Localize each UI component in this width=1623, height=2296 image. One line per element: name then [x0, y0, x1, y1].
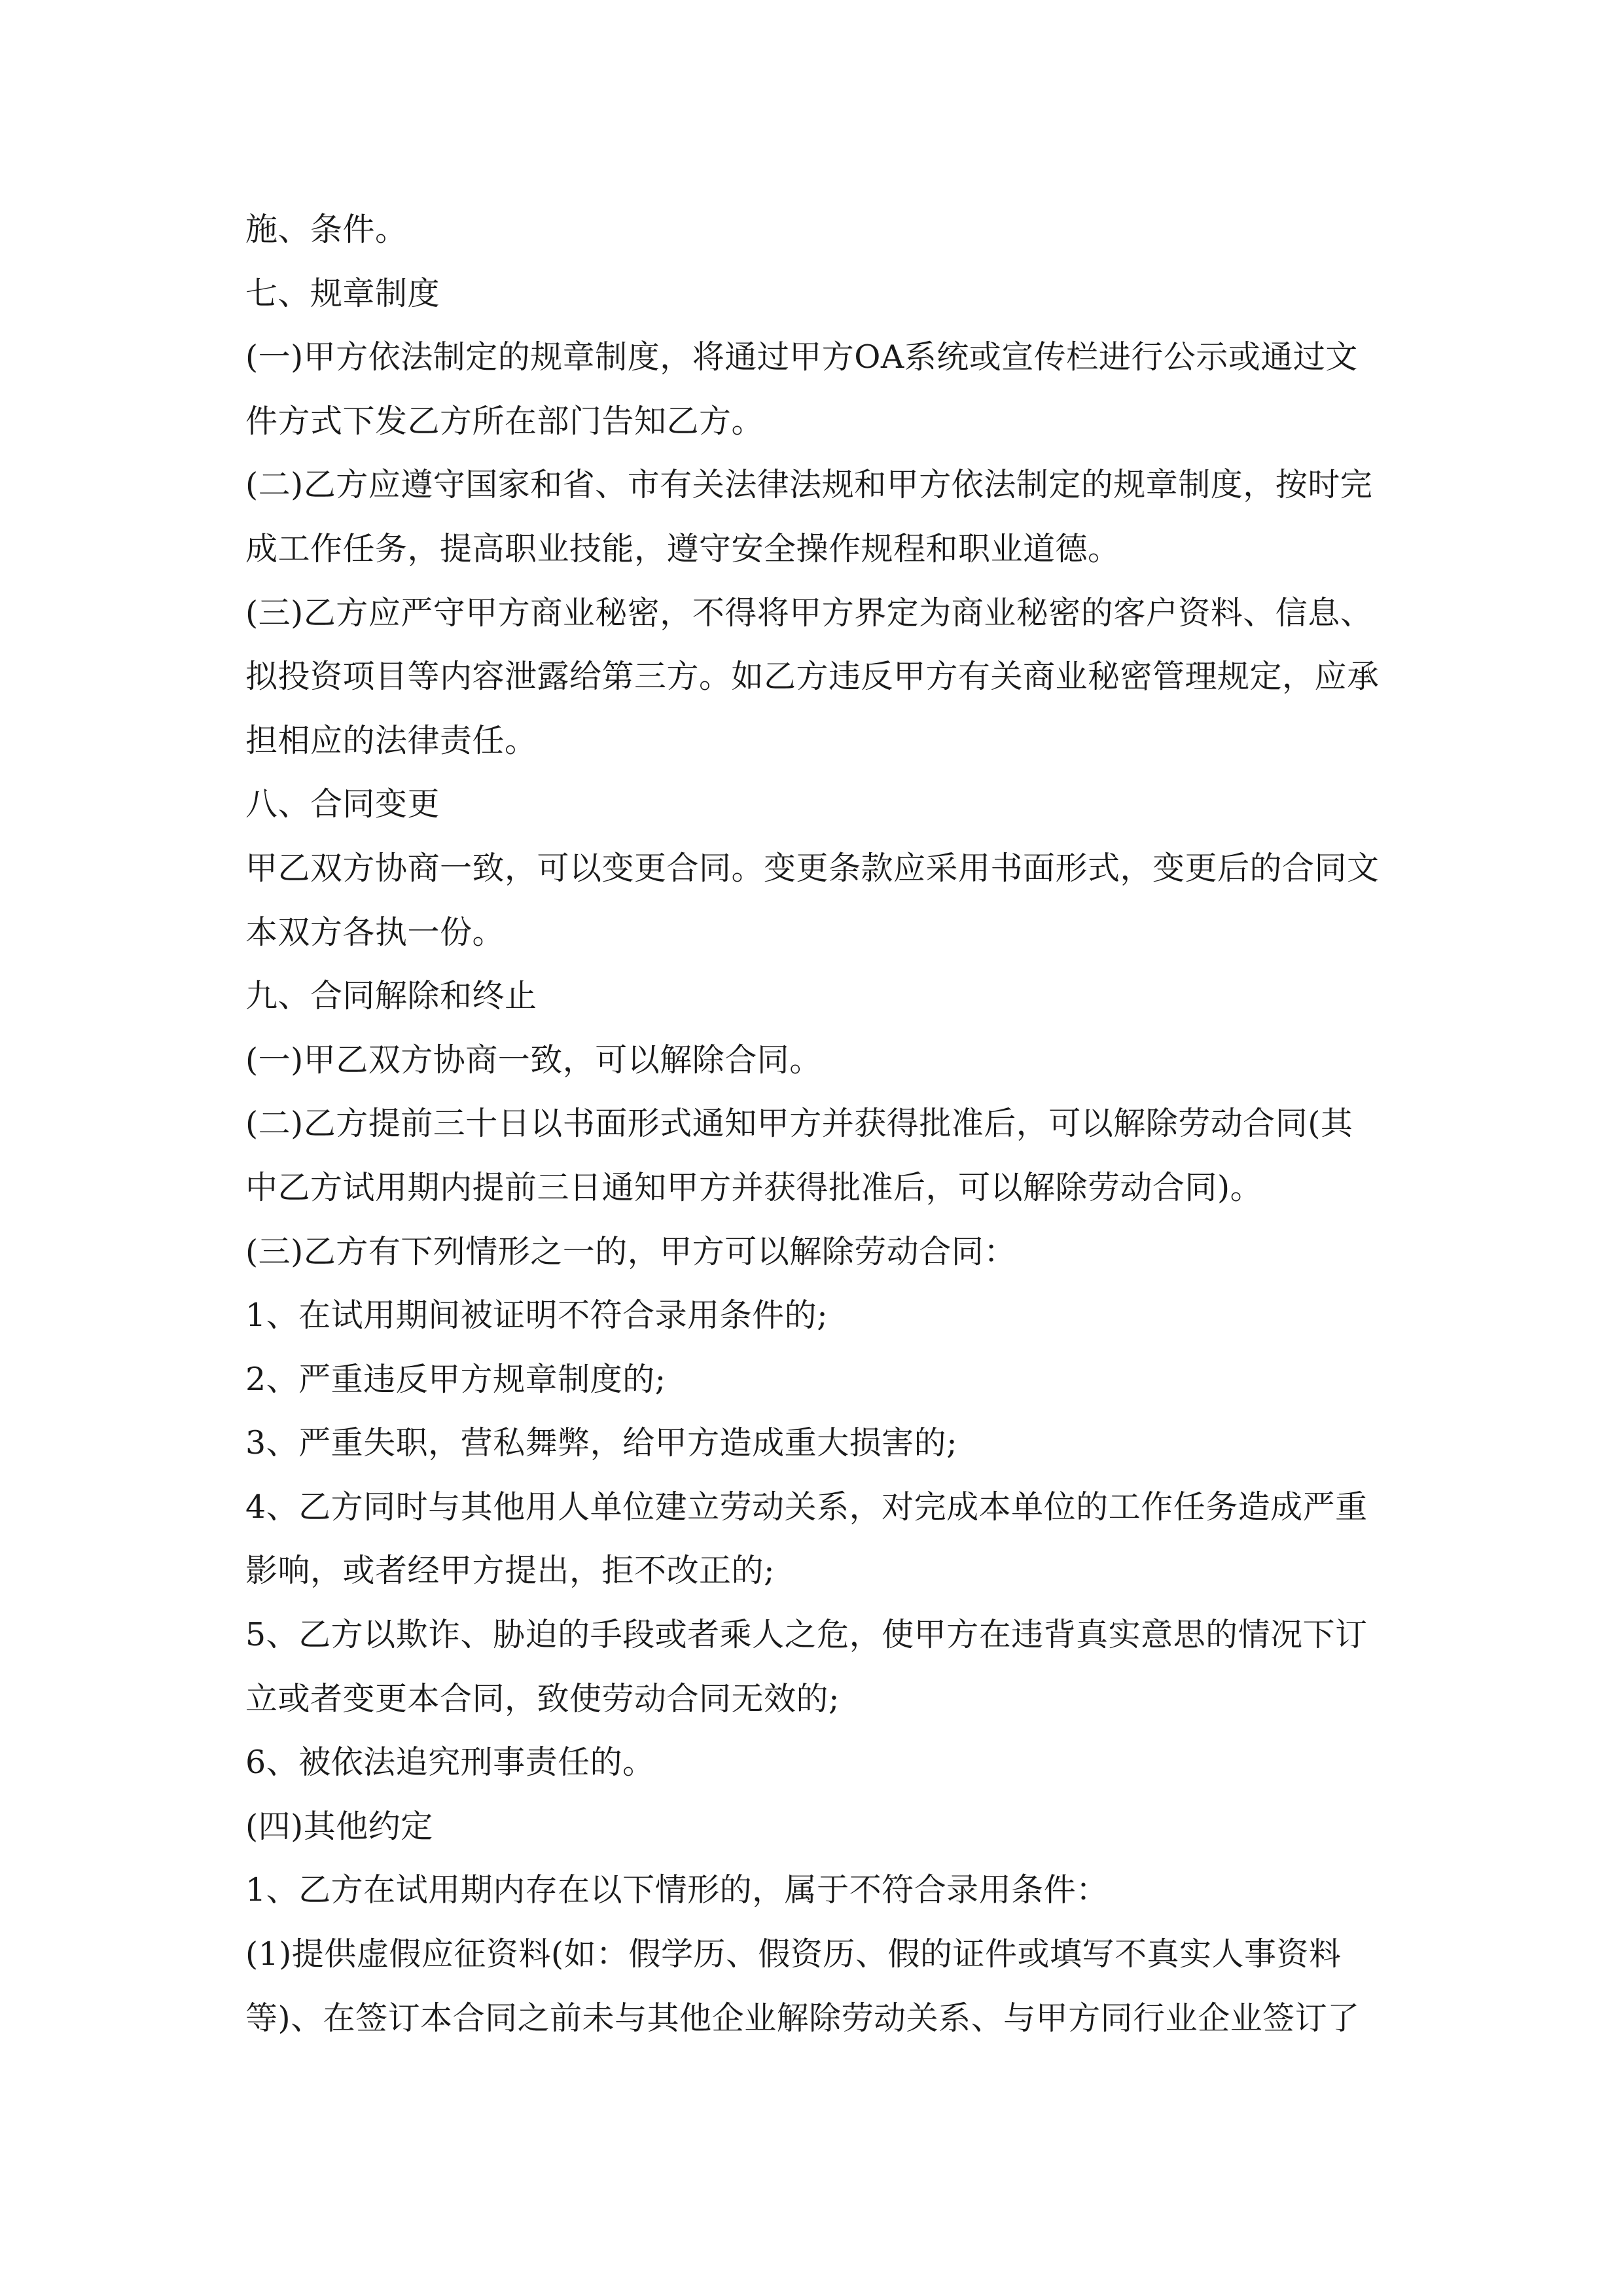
text-line: (一)甲乙双方协商一致，可以解除合同。 [245, 1041, 822, 1079]
text-line: 担相应的法律责任。 [245, 721, 537, 759]
list-item: 2、严重违反甲方规章制度的; [245, 1360, 666, 1398]
list-item: 1、乙方在试用期内存在以下情形的，属于不符合录用条件： [245, 1871, 1109, 1909]
text-line: (1)提供虚假应征资料(如：假学历、假资历、假的证件或填写不真实人事资料 [245, 1935, 1342, 1973]
document-body [245, 198, 1397, 2050]
text-line: (二)乙方提前三十日以书面形式通知甲方并获得批准后，可以解除劳动合同(其 [245, 1105, 1353, 1143]
text-line: 成工作任务，提高职业技能，遵守安全操作规程和职业道德。 [245, 529, 1120, 567]
list-item: 1、在试用期间被证明不符合录用条件的; [245, 1297, 829, 1335]
text-line: 等)、在签订本合同之前未与其他企业解除劳动关系、与甲方同行业企业签订了 [245, 1999, 1360, 2037]
text-line: 件方式下发乙方所在部门告知乙方。 [245, 402, 764, 440]
text-line: 施、条件。 [245, 211, 408, 248]
subsection-heading: (四)其他约定 [245, 1807, 433, 1845]
section-heading: 八、合同变更 [245, 785, 440, 823]
section-heading: 七、规章制度 [245, 274, 440, 312]
list-item: 6、被依法追究刑事责任的。 [245, 1744, 655, 1782]
text-line: (一)甲方依法制定的规章制度，将通过甲方OA系统或宣传栏进行公示或通过文 [245, 338, 1358, 376]
list-item: 3、严重失职，营私舞弊，给甲方造成重大损害的; [245, 1424, 958, 1462]
text-line: (三)乙方应严守甲方商业秘密，不得将甲方界定为商业秘密的客户资料、信息、 [245, 594, 1373, 632]
list-item: 5、乙方以欺诈、胁迫的手段或者乘人之危，使甲方在违背真实意思的情况下订 [245, 1616, 1368, 1654]
text-line: 影响，或者经甲方提出，拒不改正的; [245, 1552, 776, 1590]
text-line: 拟投资项目等内容泄露给第三方。如乙方违反甲方有关商业秘密管理规定，应承 [245, 658, 1380, 696]
text-line: 中乙方试用期内提前三日通知甲方并获得批准后，可以解除劳动合同)。 [245, 1168, 1263, 1206]
text-line: 甲乙双方协商一致，可以变更合同。变更条款应采用书面形式，变更后的合同文 [245, 849, 1380, 887]
section-heading: 九、合同解除和终止 [245, 977, 537, 1015]
text-line: (三)乙方有下列情形之一的，甲方可以解除劳动合同： [245, 1232, 1016, 1270]
list-item: 4、乙方同时与其他用人单位建立劳动关系，对完成本单位的工作任务造成严重 [245, 1488, 1368, 1526]
text-line: (二)乙方应遵守国家和省、市有关法律法规和甲方依法制定的规章制度，按时完 [245, 466, 1373, 504]
text-line: 本双方各执一份。 [245, 913, 505, 951]
text-line: 立或者变更本合同，致使劳动合同无效的; [245, 1679, 840, 1717]
